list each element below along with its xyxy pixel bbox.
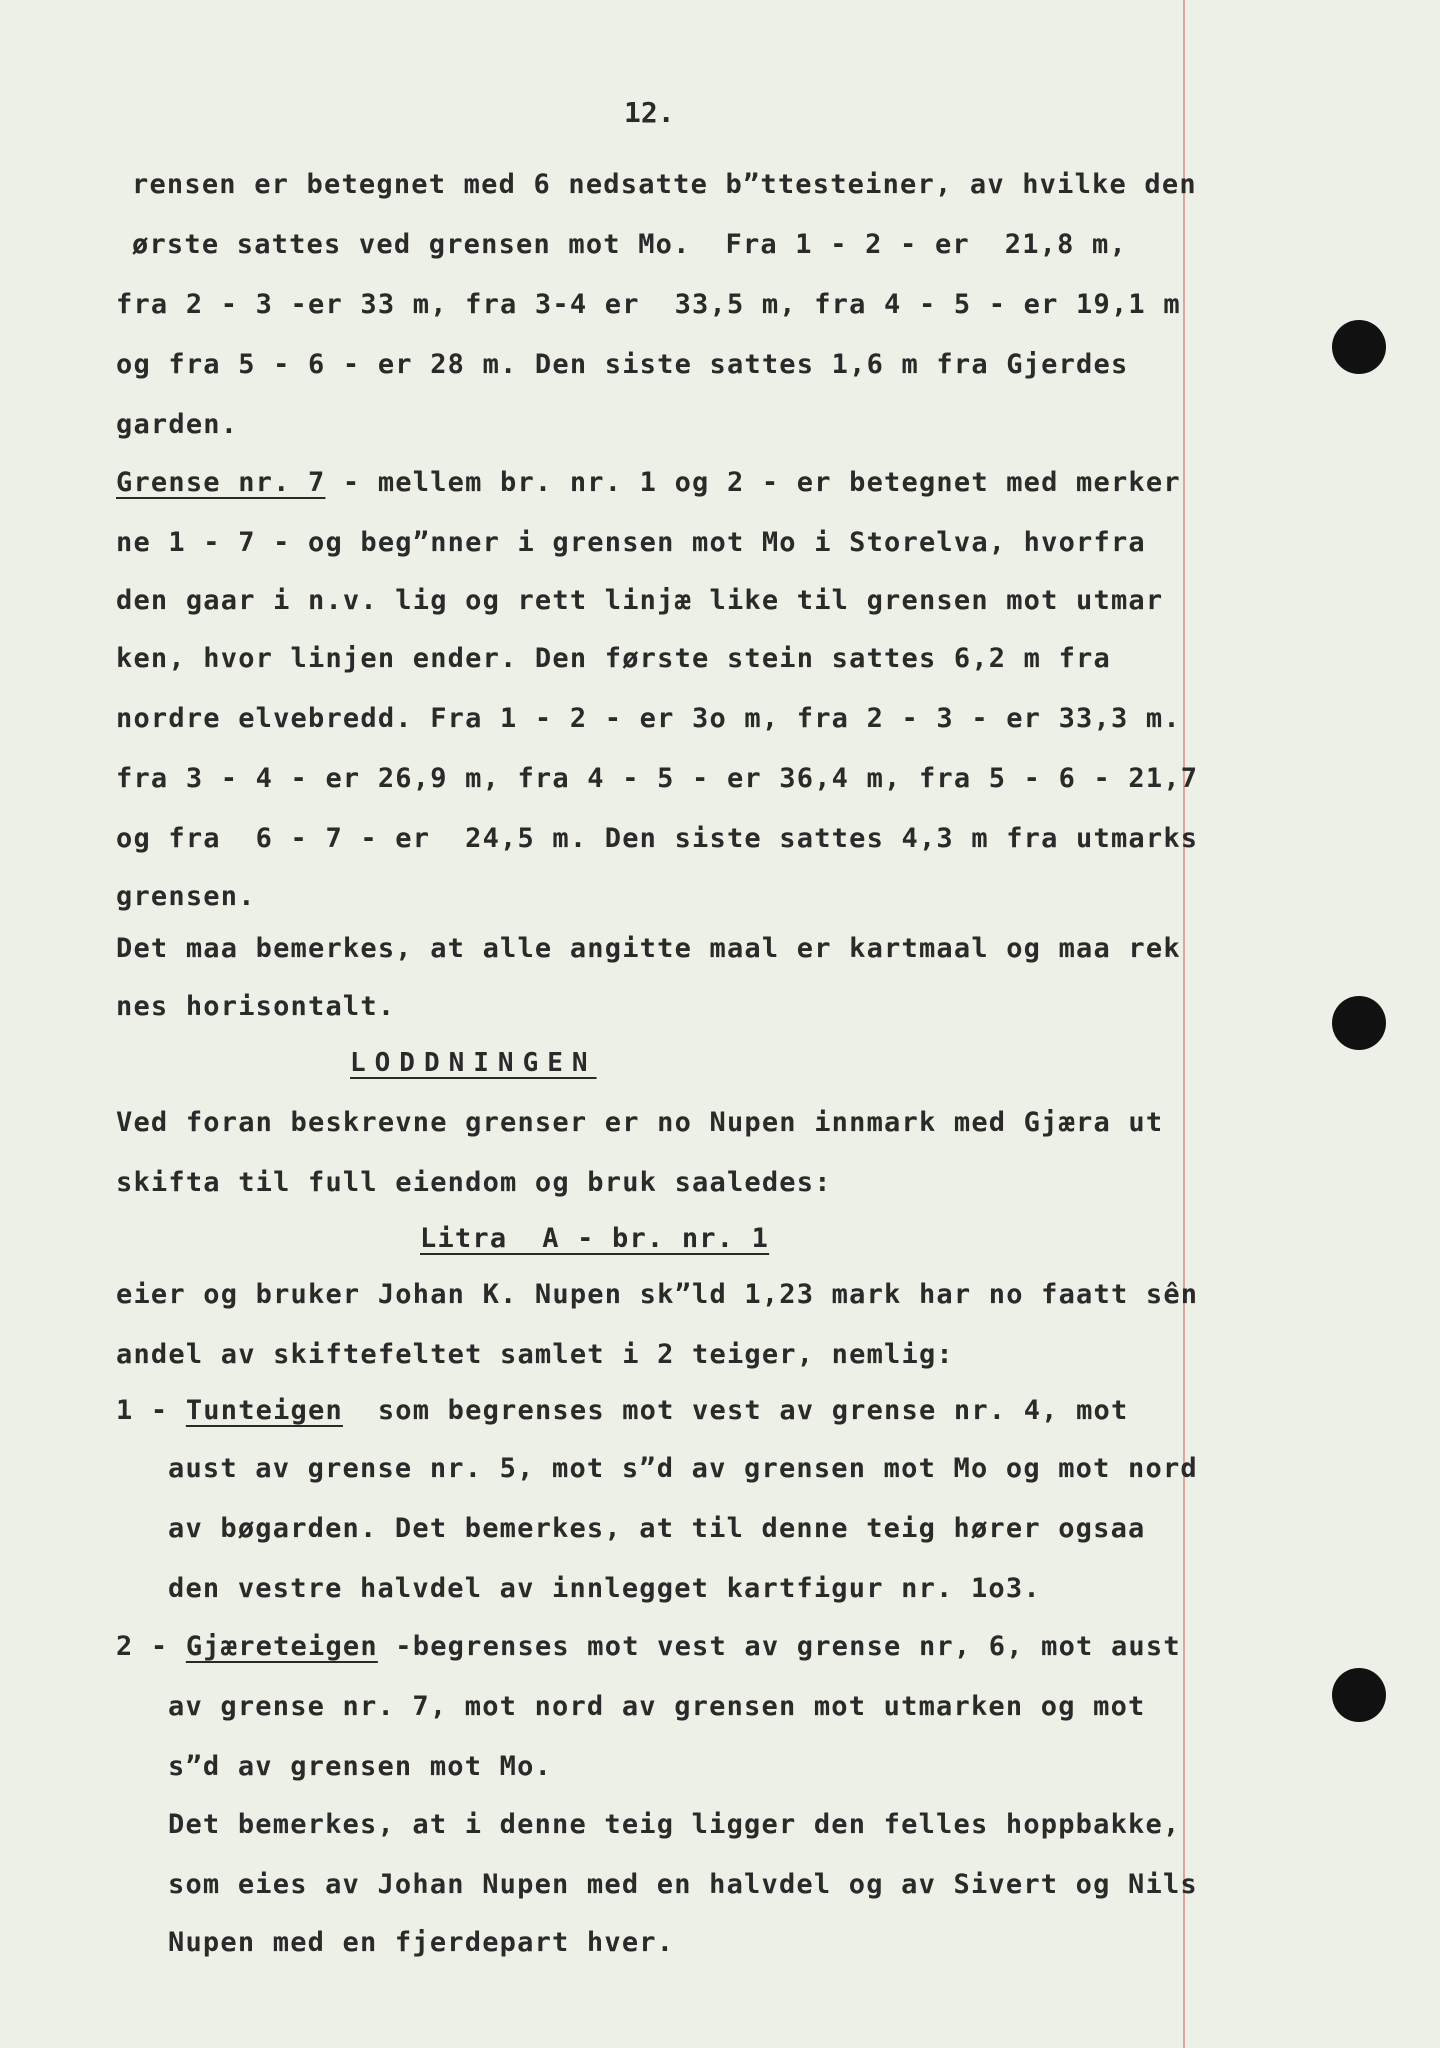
text-line: ne 1 - 7 - og beg”nner i grensen mot Mo i Storelva, hvorfra	[116, 527, 1146, 558]
text-fragment: som begrenses mot vest av grense nr. 4, mot	[342, 1395, 1129, 1426]
text-line: andel av skiftefeltet samlet i 2 teiger, nemlig:	[116, 1339, 954, 1370]
text-line: den gaar i n.v. lig og rett linjæ like til grensen mot utmar	[116, 585, 1164, 616]
item-2-line	[116, 1630, 1181, 1664]
text-line: og fra 5 - 6 - er 28 m. Den siste sattes 1,6 m fra Gjerdes	[116, 349, 1129, 380]
text-line: Nupen med en fjerdepart hver.	[168, 1927, 675, 1958]
text-line: den vestre halvdel av innlegget kartfigur nr. 1o3.	[168, 1573, 1041, 1604]
text-line: og fra 6 - 7 - er 24,5 m. Den siste sattes 4,3 m fra utmarks	[116, 823, 1199, 854]
text-fragment: -begrenses mot vest av grense nr, 6, mot aust	[377, 1631, 1181, 1662]
text-line: av grense nr. 7, mot nord av grensen mot utmarken og mot	[168, 1691, 1146, 1722]
text-line: ørste sattes ved grensen mot Mo. Fra 1 - 2 - er 21,8 m,	[132, 229, 1127, 260]
text-line: rensen er betegnet med 6 nedsatte b”ttesteiner, av hvilke den	[132, 169, 1197, 200]
text-line: aust av grense nr. 5, mot s”d av grensen mot Mo og mot nord	[168, 1453, 1198, 1484]
grense-7-line	[116, 466, 1181, 500]
item-number: 2 -	[116, 1631, 186, 1662]
punch-hole-middle	[1332, 996, 1386, 1050]
text-line: eier og bruker Johan K. Nupen sk”ld 1,23 mark har no faatt sên	[116, 1279, 1199, 1310]
punch-hole-top	[1332, 320, 1386, 374]
text-line: Ved foran beskrevne grenser er no Nupen innmark med Gjæra ut	[116, 1107, 1164, 1138]
text-line: fra 3 - 4 - er 26,9 m, fra 4 - 5 - er 36,4 m, fra 5 - 6 - 21,7	[116, 763, 1199, 794]
section-heading: LODDNINGEN	[350, 1048, 597, 1078]
tunteigen-label: Tunteigen	[185, 1395, 343, 1426]
text-line: garden.	[116, 409, 239, 440]
item-1-line	[116, 1394, 1128, 1428]
text-line: Det bemerkes, at i denne teig ligger den felles hoppbakke,	[168, 1809, 1181, 1840]
text-line: skifta til full eiendom og bruk saaledes:	[116, 1167, 832, 1198]
page-number: 12.	[624, 96, 675, 129]
text-line: nordre elvebredd. Fra 1 - 2 - er 3o m, fra 2 - 3 - er 33,3 m.	[116, 703, 1181, 734]
punch-hole-bottom	[1332, 1668, 1386, 1722]
litra-heading: Litra A - br. nr. 1	[420, 1223, 770, 1254]
text-line: s”d av grensen mot Mo.	[168, 1751, 553, 1782]
text-line: fra 2 - 3 -er 33 m, fra 3-4 er 33,5 m, fra 4 - 5 - er 19,1 m	[116, 289, 1181, 320]
text-line: Det maa bemerkes, at alle angitte maal er kartmaal og maa rek	[116, 933, 1181, 964]
text-fragment: - mellem br. nr. 1 og 2 - er betegnet med merker	[325, 467, 1181, 498]
gjaereteigen-label: Gjæreteigen	[185, 1631, 378, 1662]
text-line: av bøgarden. Det bemerkes, at til denne teig hører ogsaa	[168, 1513, 1146, 1544]
text-line: som eies av Johan Nupen med en halvdel og av Sivert og Nils	[168, 1869, 1198, 1900]
item-number: 1 -	[116, 1395, 186, 1426]
text-line: grensen.	[116, 881, 256, 912]
red-margin-line	[1183, 0, 1185, 2048]
grense-7-label: Grense nr. 7	[116, 467, 326, 498]
text-line: ken, hvor linjen ender. Den første stein sattes 6,2 m fra	[116, 643, 1111, 674]
text-line: nes horisontalt.	[116, 991, 396, 1022]
